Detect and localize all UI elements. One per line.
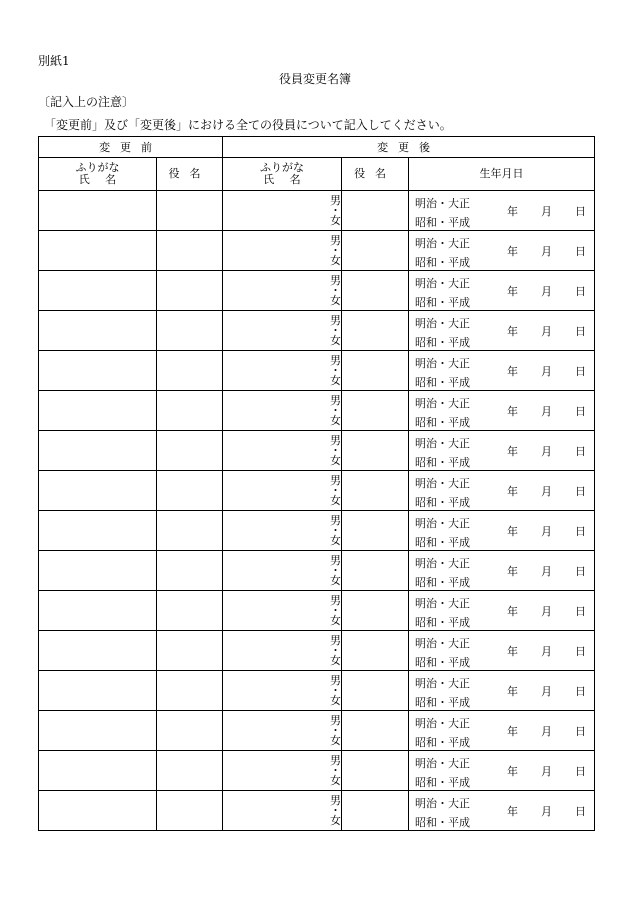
sex-female: 女	[330, 293, 341, 307]
month-label: 月	[541, 525, 552, 538]
name-before-cell[interactable]	[39, 671, 157, 711]
month-label: 月	[541, 485, 552, 498]
month-label: 月	[541, 445, 552, 458]
sex-separator: ・	[330, 443, 341, 457]
attachment-label: 別紙1	[38, 54, 70, 68]
sex-separator: ・	[330, 723, 341, 737]
year-label: 年	[507, 325, 518, 338]
furigana-label: ふりがな	[75, 161, 120, 174]
day-label: 日	[575, 325, 586, 338]
day-label: 日	[575, 485, 586, 498]
role-before-cell[interactable]	[157, 271, 223, 311]
sex-female: 女	[330, 533, 341, 547]
role-after-cell[interactable]	[342, 191, 409, 231]
sex-separator: ・	[330, 683, 341, 697]
name-after-cell[interactable]	[223, 591, 342, 631]
role-after-cell[interactable]	[342, 591, 409, 631]
era-options	[415, 554, 470, 592]
role-before-cell[interactable]	[157, 751, 223, 791]
note-text: 「変更前」及び「変更後」における全ての役員について記入してください。	[44, 118, 452, 132]
sex-male: 男	[330, 273, 341, 287]
page-title: 役員変更名簿	[278, 72, 351, 86]
role-after-cell[interactable]	[342, 431, 409, 471]
era-options	[415, 754, 470, 792]
date-units	[507, 723, 586, 739]
day-label: 日	[575, 725, 586, 738]
header-birthdate: 生年月日	[409, 158, 595, 191]
sex-male: 男	[330, 753, 341, 767]
role-before-cell[interactable]	[157, 191, 223, 231]
era-options	[415, 314, 470, 352]
month-label: 月	[541, 405, 552, 418]
era-options	[415, 594, 470, 632]
sex-male: 男	[330, 513, 341, 527]
sex-male: 男	[330, 433, 341, 447]
sex-male: 男	[330, 633, 341, 647]
role-after-cell[interactable]	[342, 791, 409, 831]
date-units	[507, 483, 586, 499]
role-before-cell[interactable]	[157, 711, 223, 751]
name-before-cell[interactable]	[39, 471, 157, 511]
name-after-cell[interactable]	[223, 351, 342, 391]
sex-female: 女	[330, 573, 341, 587]
sex-separator: ・	[330, 203, 341, 217]
name-before-cell[interactable]	[39, 311, 157, 351]
birthdate-cell[interactable]	[409, 591, 595, 631]
era-line-1: 明治・大正	[415, 517, 470, 530]
table-row	[39, 671, 595, 711]
sex-female: 女	[330, 733, 341, 747]
day-label: 日	[575, 685, 586, 698]
name-before-cell[interactable]	[39, 791, 157, 831]
table-row	[39, 791, 595, 831]
era-line-2: 昭和・平成	[415, 736, 470, 749]
month-label: 月	[541, 605, 552, 618]
name-before-cell[interactable]	[39, 511, 157, 551]
table-row	[39, 231, 595, 271]
role-after-cell[interactable]	[342, 711, 409, 751]
birthdate-cell[interactable]	[409, 191, 595, 231]
name-after-cell[interactable]	[223, 231, 342, 271]
month-label: 月	[541, 325, 552, 338]
role-after-cell[interactable]	[342, 231, 409, 271]
sex-female: 女	[330, 373, 341, 387]
role-after-cell[interactable]	[342, 471, 409, 511]
year-label: 年	[507, 245, 518, 258]
birthdate-cell[interactable]	[409, 791, 595, 831]
table-row	[39, 631, 595, 671]
name-after-cell[interactable]	[223, 471, 342, 511]
name-after-cell[interactable]	[223, 511, 342, 551]
era-line-1: 明治・大正	[415, 357, 470, 370]
table-row	[39, 751, 595, 791]
date-units	[507, 243, 586, 259]
sex-male: 男	[330, 313, 341, 327]
year-label: 年	[507, 285, 518, 298]
table-row	[39, 191, 595, 231]
year-label: 年	[507, 365, 518, 378]
era-line-1: 明治・大正	[415, 557, 470, 570]
table-row	[39, 431, 595, 471]
birthdate-cell[interactable]	[409, 311, 595, 351]
era-line-2: 昭和・平成	[415, 576, 470, 589]
role-before-cell[interactable]	[157, 551, 223, 591]
era-line-1: 明治・大正	[415, 317, 470, 330]
sex-separator: ・	[330, 363, 341, 377]
table-row	[39, 471, 595, 511]
role-before-cell[interactable]	[157, 231, 223, 271]
name-before-cell[interactable]	[39, 751, 157, 791]
date-units	[507, 443, 586, 459]
day-label: 日	[575, 565, 586, 578]
day-label: 日	[575, 285, 586, 298]
birthdate-cell[interactable]	[409, 671, 595, 711]
name-after-cell[interactable]	[223, 551, 342, 591]
day-label: 日	[575, 245, 586, 258]
day-label: 日	[575, 445, 586, 458]
table-row	[39, 511, 595, 551]
name-before-cell[interactable]	[39, 631, 157, 671]
role-after-cell[interactable]	[342, 751, 409, 791]
year-label: 年	[507, 485, 518, 498]
name-before-cell[interactable]	[39, 391, 157, 431]
birthdate-cell[interactable]	[409, 711, 595, 751]
era-options	[415, 274, 470, 312]
era-line-2: 昭和・平成	[415, 696, 470, 709]
birthdate-cell[interactable]	[409, 271, 595, 311]
year-label: 年	[507, 725, 518, 738]
year-label: 年	[507, 685, 518, 698]
sex-male: 男	[330, 673, 341, 687]
month-label: 月	[541, 645, 552, 658]
sex-separator: ・	[330, 643, 341, 657]
month-label: 月	[541, 205, 552, 218]
era-options	[415, 234, 470, 272]
era-line-1: 明治・大正	[415, 637, 470, 650]
era-line-1: 明治・大正	[415, 197, 470, 210]
role-after-cell[interactable]	[342, 311, 409, 351]
birthdate-cell[interactable]	[409, 431, 595, 471]
sex-female: 女	[330, 253, 341, 267]
table-row	[39, 591, 595, 631]
sex-separator: ・	[330, 803, 341, 817]
name-after-cell[interactable]	[223, 671, 342, 711]
era-line-2: 昭和・平成	[415, 296, 470, 309]
sex-female: 女	[330, 813, 341, 827]
era-options	[415, 714, 470, 752]
sex-separator: ・	[330, 403, 341, 417]
sex-female: 女	[330, 333, 341, 347]
sex-female: 女	[330, 493, 341, 507]
day-label: 日	[575, 525, 586, 538]
month-label: 月	[541, 565, 552, 578]
sex-female: 女	[330, 613, 341, 627]
sex-male: 男	[330, 233, 341, 247]
sex-separator: ・	[330, 523, 341, 537]
role-after-cell[interactable]	[342, 271, 409, 311]
date-units	[507, 603, 586, 619]
birthdate-cell[interactable]	[409, 471, 595, 511]
year-label: 年	[507, 805, 518, 818]
date-units	[507, 403, 586, 419]
role-before-cell[interactable]	[157, 511, 223, 551]
date-units	[507, 203, 586, 219]
name-after-cell[interactable]	[223, 631, 342, 671]
era-line-1: 明治・大正	[415, 757, 470, 770]
role-before-cell[interactable]	[157, 471, 223, 511]
month-label: 月	[541, 365, 552, 378]
sex-separator: ・	[330, 603, 341, 617]
birthdate-cell[interactable]	[409, 631, 595, 671]
role-after-cell[interactable]	[342, 351, 409, 391]
date-units	[507, 323, 586, 339]
day-label: 日	[575, 605, 586, 618]
era-line-2: 昭和・平成	[415, 376, 470, 389]
era-line-2: 昭和・平成	[415, 216, 470, 229]
era-line-1: 明治・大正	[415, 477, 470, 490]
sex-female: 女	[330, 653, 341, 667]
era-line-1: 明治・大正	[415, 797, 470, 810]
era-line-2: 昭和・平成	[415, 456, 470, 469]
role-after-cell[interactable]	[342, 391, 409, 431]
month-label: 月	[541, 725, 552, 738]
role-after-cell[interactable]	[342, 631, 409, 671]
sex-female: 女	[330, 773, 341, 787]
era-options	[415, 354, 470, 392]
officer-change-table	[38, 136, 595, 831]
sex-male: 男	[330, 793, 341, 807]
year-label: 年	[507, 605, 518, 618]
header-role-before: 役名	[157, 158, 223, 191]
role-before-cell[interactable]	[157, 431, 223, 471]
date-units	[507, 363, 586, 379]
day-label: 日	[575, 365, 586, 378]
day-label: 日	[575, 405, 586, 418]
name-label: 氏名	[263, 173, 317, 186]
sex-male: 男	[330, 193, 341, 207]
era-options	[415, 514, 470, 552]
month-label: 月	[541, 245, 552, 258]
birthdate-cell[interactable]	[409, 391, 595, 431]
date-units	[507, 683, 586, 699]
furigana-label: ふりがな	[259, 161, 304, 174]
era-line-1: 明治・大正	[415, 597, 470, 610]
sex-male: 男	[330, 713, 341, 727]
date-units	[507, 803, 586, 819]
role-after-cell[interactable]	[342, 511, 409, 551]
name-before-cell[interactable]	[39, 431, 157, 471]
sex-male: 男	[330, 593, 341, 607]
role-before-cell[interactable]	[157, 391, 223, 431]
header-role-after: 役名	[342, 158, 409, 191]
sex-male: 男	[330, 473, 341, 487]
group-header-before: 変更前	[39, 137, 223, 158]
year-label: 年	[507, 565, 518, 578]
role-before-cell[interactable]	[157, 351, 223, 391]
role-before-cell[interactable]	[157, 311, 223, 351]
era-line-2: 昭和・平成	[415, 336, 470, 349]
month-label: 月	[541, 805, 552, 818]
month-label: 月	[541, 285, 552, 298]
era-line-1: 明治・大正	[415, 677, 470, 690]
sex-female: 女	[330, 453, 341, 467]
table-row	[39, 311, 595, 351]
day-label: 日	[575, 805, 586, 818]
era-line-2: 昭和・平成	[415, 776, 470, 789]
role-after-cell[interactable]	[342, 671, 409, 711]
table-row	[39, 711, 595, 751]
era-line-2: 昭和・平成	[415, 256, 470, 269]
sex-male: 男	[330, 353, 341, 367]
era-line-1: 明治・大正	[415, 397, 470, 410]
sex-male: 男	[330, 553, 341, 567]
day-label: 日	[575, 205, 586, 218]
era-options	[415, 634, 470, 672]
name-after-cell[interactable]	[223, 751, 342, 791]
year-label: 年	[507, 765, 518, 778]
name-label: 氏名	[78, 173, 132, 186]
date-units	[507, 643, 586, 659]
era-line-2: 昭和・平成	[415, 536, 470, 549]
role-before-cell[interactable]	[157, 631, 223, 671]
birthdate-cell[interactable]	[409, 231, 595, 271]
name-before-cell[interactable]	[39, 191, 157, 231]
header-furigana-name-before	[39, 158, 157, 191]
year-label: 年	[507, 525, 518, 538]
name-before-cell[interactable]	[39, 591, 157, 631]
table-row	[39, 391, 595, 431]
date-units	[507, 283, 586, 299]
name-before-cell[interactable]	[39, 231, 157, 271]
era-line-2: 昭和・平成	[415, 816, 470, 829]
day-label: 日	[575, 645, 586, 658]
era-line-2: 昭和・平成	[415, 416, 470, 429]
era-options	[415, 434, 470, 472]
role-before-cell[interactable]	[157, 591, 223, 631]
group-header-after: 変更後	[223, 137, 595, 158]
name-before-cell[interactable]	[39, 351, 157, 391]
table-row	[39, 271, 595, 311]
era-options	[415, 794, 470, 832]
name-after-cell[interactable]	[223, 711, 342, 751]
era-line-1: 明治・大正	[415, 277, 470, 290]
sex-female: 女	[330, 213, 341, 227]
date-units	[507, 523, 586, 539]
sex-male: 男	[330, 393, 341, 407]
name-before-cell[interactable]	[39, 711, 157, 751]
sex-separator: ・	[330, 243, 341, 257]
era-line-2: 昭和・平成	[415, 496, 470, 509]
month-label: 月	[541, 685, 552, 698]
name-after-cell[interactable]	[223, 311, 342, 351]
day-label: 日	[575, 765, 586, 778]
month-label: 月	[541, 765, 552, 778]
year-label: 年	[507, 645, 518, 658]
year-label: 年	[507, 205, 518, 218]
name-after-cell[interactable]	[223, 391, 342, 431]
year-label: 年	[507, 445, 518, 458]
year-label: 年	[507, 405, 518, 418]
sex-separator: ・	[330, 323, 341, 337]
date-units	[507, 763, 586, 779]
era-options	[415, 474, 470, 512]
era-line-1: 明治・大正	[415, 717, 470, 730]
sex-separator: ・	[330, 283, 341, 297]
era-line-1: 明治・大正	[415, 237, 470, 250]
sex-separator: ・	[330, 483, 341, 497]
sex-female: 女	[330, 693, 341, 707]
role-after-cell[interactable]	[342, 551, 409, 591]
name-after-cell[interactable]	[223, 791, 342, 831]
birthdate-cell[interactable]	[409, 511, 595, 551]
sex-female: 女	[330, 413, 341, 427]
date-units	[507, 563, 586, 579]
name-before-cell[interactable]	[39, 271, 157, 311]
era-line-2: 昭和・平成	[415, 656, 470, 669]
name-after-cell[interactable]	[223, 191, 342, 231]
era-options	[415, 194, 470, 232]
name-after-cell[interactable]	[223, 271, 342, 311]
era-options	[415, 674, 470, 712]
sex-separator: ・	[330, 563, 341, 577]
role-before-cell[interactable]	[157, 791, 223, 831]
birthdate-cell[interactable]	[409, 551, 595, 591]
table-row	[39, 551, 595, 591]
note-heading: 〔記入上の注意〕	[38, 95, 135, 109]
role-before-cell[interactable]	[157, 671, 223, 711]
era-line-1: 明治・大正	[415, 437, 470, 450]
birthdate-cell[interactable]	[409, 751, 595, 791]
era-options	[415, 394, 470, 432]
name-before-cell[interactable]	[39, 551, 157, 591]
table-row	[39, 351, 595, 391]
name-after-cell[interactable]	[223, 431, 342, 471]
era-line-2: 昭和・平成	[415, 616, 470, 629]
sex-separator: ・	[330, 763, 341, 777]
birthdate-cell[interactable]	[409, 351, 595, 391]
header-furigana-name-after	[223, 158, 342, 191]
